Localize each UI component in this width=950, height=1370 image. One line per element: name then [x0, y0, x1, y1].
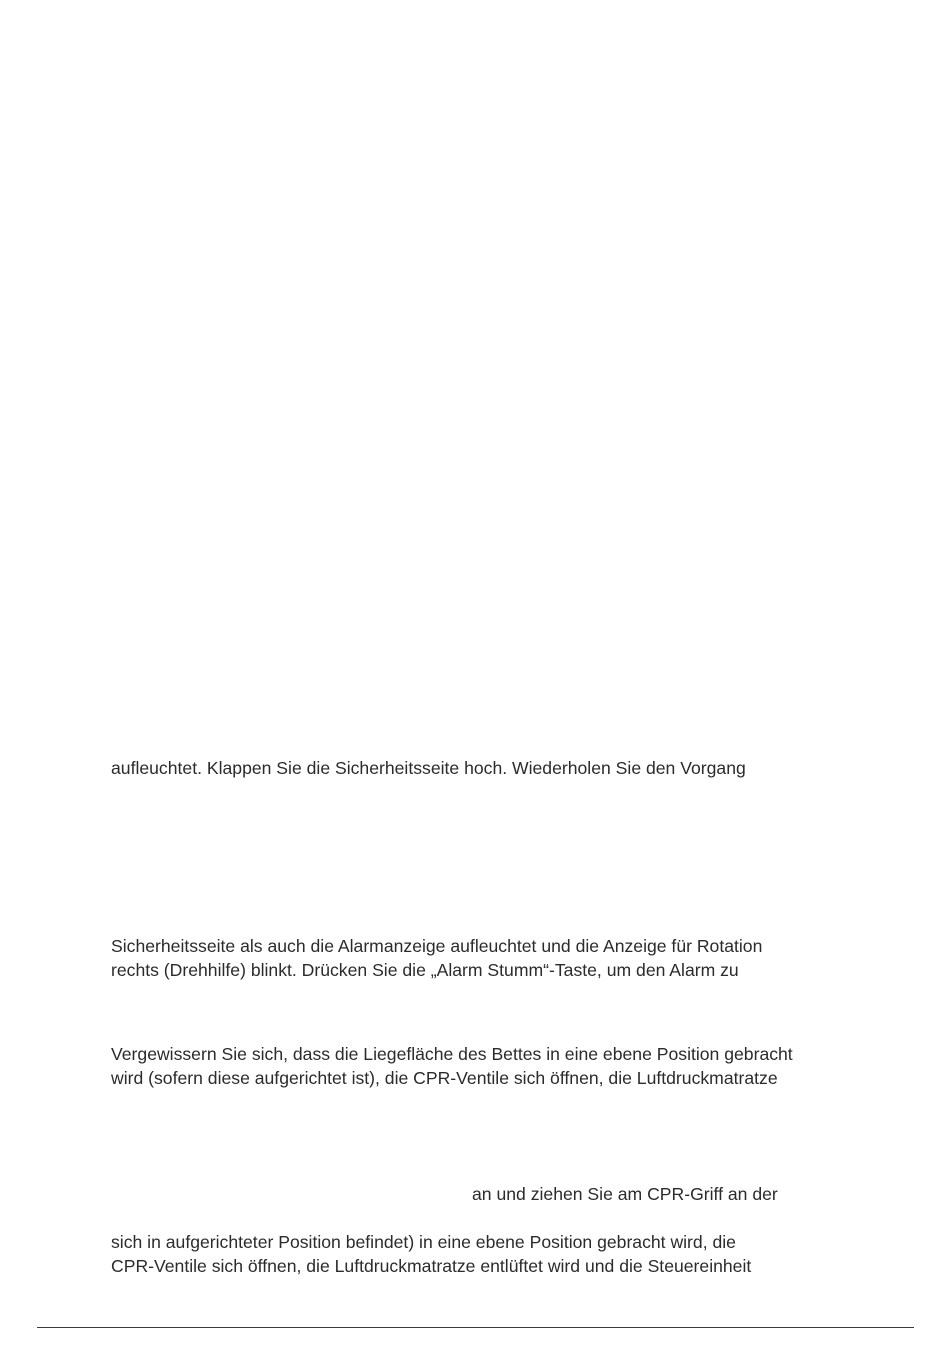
text-line-4: Vergewissern Sie sich, dass die Liegefläche des Bettes in eine ebene Position gebracht	[111, 1044, 793, 1064]
text-line-6: an und ziehen Sie am CPR-Griff an der	[472, 1184, 778, 1204]
footer-divider	[37, 1327, 914, 1328]
text-line-8: CPR-Ventile sich öffnen, die Luftdruckmatratze entlüftet wird und die Steuereinheit	[111, 1256, 752, 1276]
text-line-1: aufleuchtet. Klappen Sie die Sicherheitsseite hoch. Wiederholen Sie den Vorgang	[111, 758, 746, 778]
text-line-7: sich in aufgerichteter Position befindet) in eine ebene Position gebracht wird, die	[111, 1232, 736, 1252]
text-line-2: Sicherheitsseite als auch die Alarmanzeige aufleuchtet und die Anzeige für Rotation	[111, 936, 763, 956]
text-line-5: wird (sofern diese aufgerichtet ist), die CPR-Ventile sich öffnen, die Luftdruckmatratze	[111, 1068, 778, 1088]
text-line-3: rechts (Drehhilfe) blinkt. Drücken Sie die „Alarm Stumm“-Taste, um den Alarm zu	[111, 960, 739, 980]
